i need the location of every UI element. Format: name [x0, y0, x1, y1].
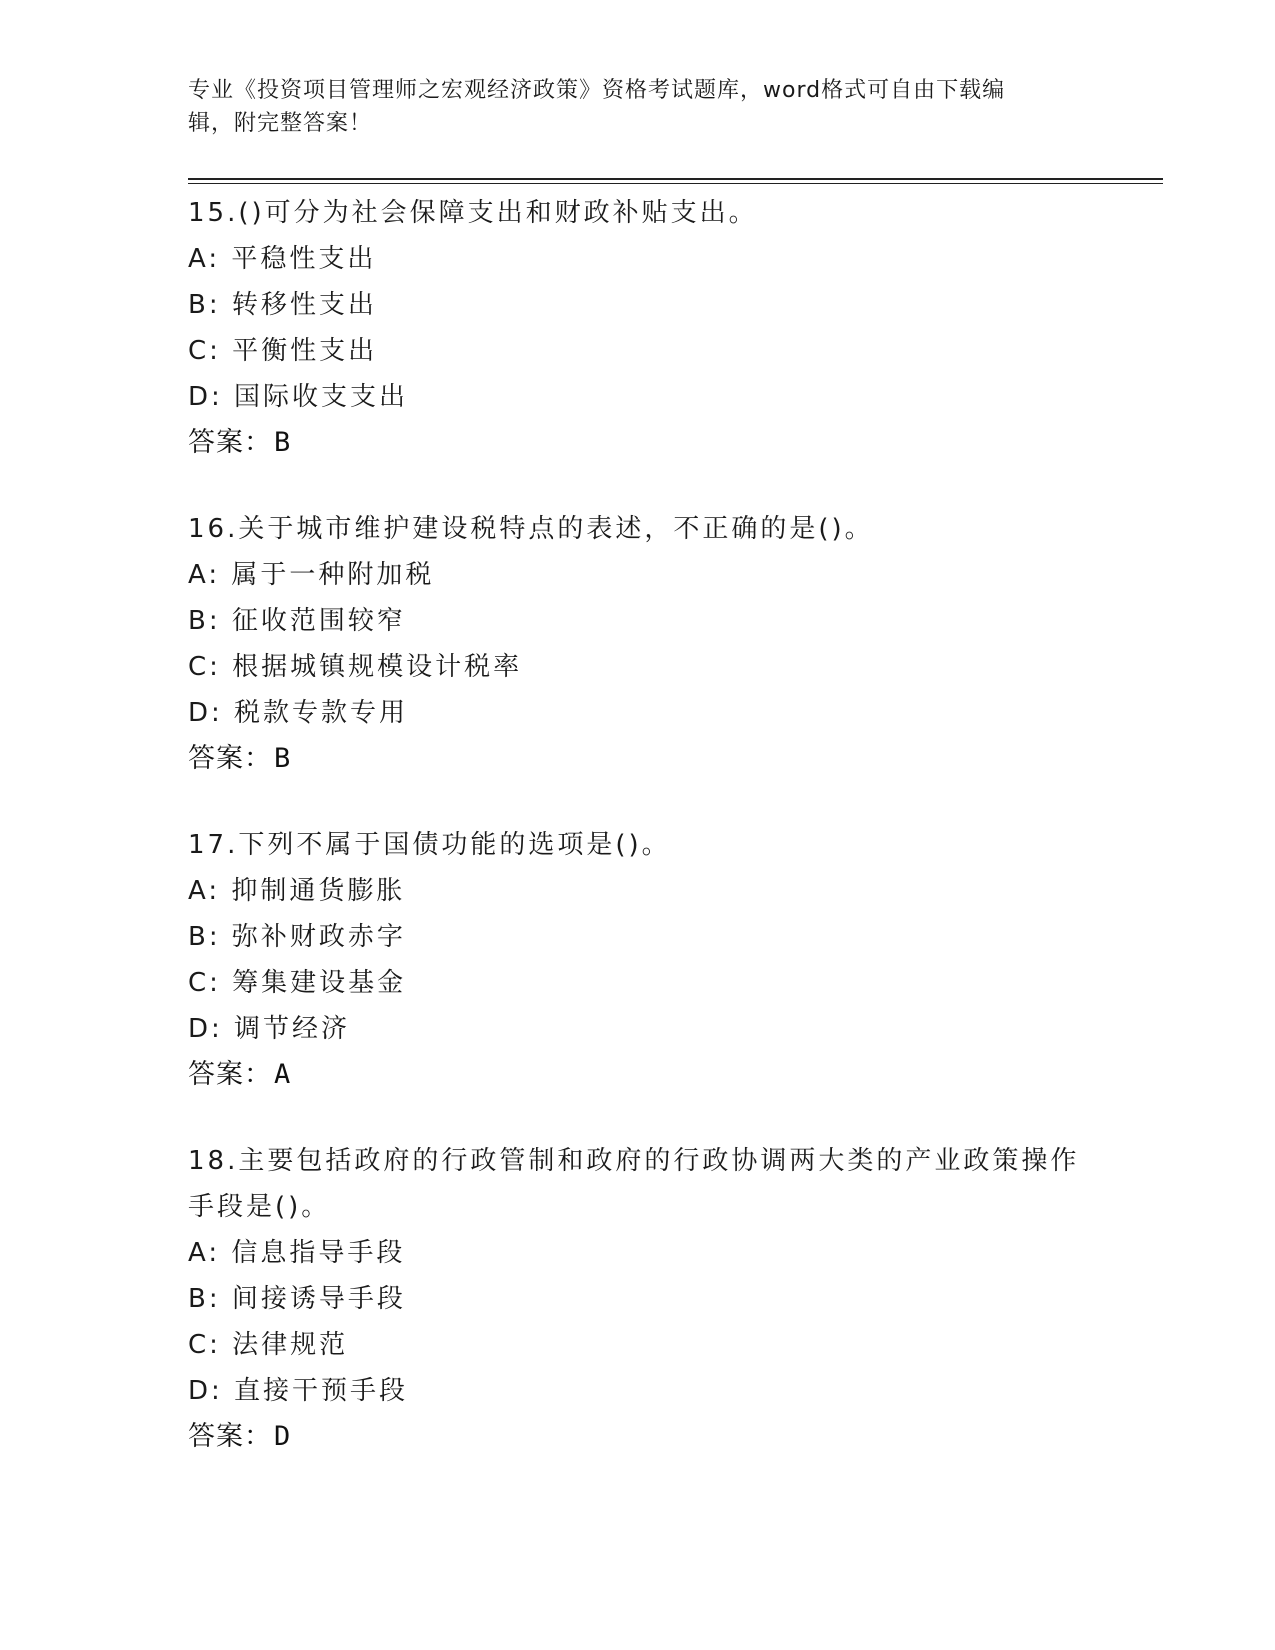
option-a: A: 抑制通货膨胀 [188, 876, 406, 906]
header-line-2: 辑，附完整答案！ [188, 111, 373, 136]
question-15 [188, 190, 1088, 466]
question-stem: 16.关于城市维护建设税特点的表述，不正确的是()。 [188, 514, 874, 544]
option-d: D: 国际收支支出 [188, 382, 409, 412]
option-d: D: 直接干预手段 [188, 1376, 409, 1406]
option-d: D: 调节经济 [188, 1014, 351, 1044]
option-a: A: 信息指导手段 [188, 1238, 406, 1268]
option-c: C: 法律规范 [188, 1330, 349, 1360]
question-list [188, 190, 1088, 1500]
answer-value: A [274, 1059, 292, 1090]
answer-label: 答案： [188, 427, 272, 458]
document-header [188, 74, 1078, 140]
option-c: C: 平衡性支出 [188, 336, 378, 366]
answer-value: B [274, 427, 292, 458]
option-b: B: 弥补财政赤字 [188, 922, 406, 952]
option-b: B: 征收范围较窄 [188, 606, 406, 636]
header-line-1: 专业《投资项目管理师之宏观经济政策》资格考试题库，word格式可自由下载编 [188, 78, 1006, 103]
answer-label: 答案： [188, 1421, 272, 1452]
option-c: C: 根据城镇规模设计税率 [188, 652, 523, 682]
question-stem: 15.()可分为社会保障支出和财政补贴支出。 [188, 198, 758, 228]
option-b: B: 间接诱导手段 [188, 1284, 406, 1314]
option-c: C: 筹集建设基金 [188, 968, 407, 998]
answer-value: D [274, 1421, 292, 1452]
answer-line [188, 736, 1088, 782]
option-b: B: 转移性支出 [188, 290, 377, 320]
question-18 [188, 1138, 1088, 1460]
answer-label: 答案： [188, 1059, 272, 1090]
answer-label: 答案： [188, 743, 272, 774]
question-stem: 17.下列不属于国债功能的选项是()。 [188, 830, 671, 860]
answer-value: B [274, 743, 292, 774]
option-a: A: 属于一种附加税 [188, 560, 435, 590]
answer-line [188, 1414, 1088, 1460]
header-divider-thick [188, 178, 1163, 180]
answer-line [188, 420, 1088, 466]
header-divider-thin [188, 183, 1163, 184]
question-17 [188, 822, 1088, 1098]
question-stem: 18.主要包括政府的行政管制和政府的行政协调两大类的产业政策操作手段是()。 [188, 1146, 1080, 1222]
option-d: D: 税款专款专用 [188, 698, 409, 728]
answer-line [188, 1052, 1088, 1098]
option-a: A: 平稳性支出 [188, 244, 377, 274]
question-16 [188, 506, 1088, 782]
